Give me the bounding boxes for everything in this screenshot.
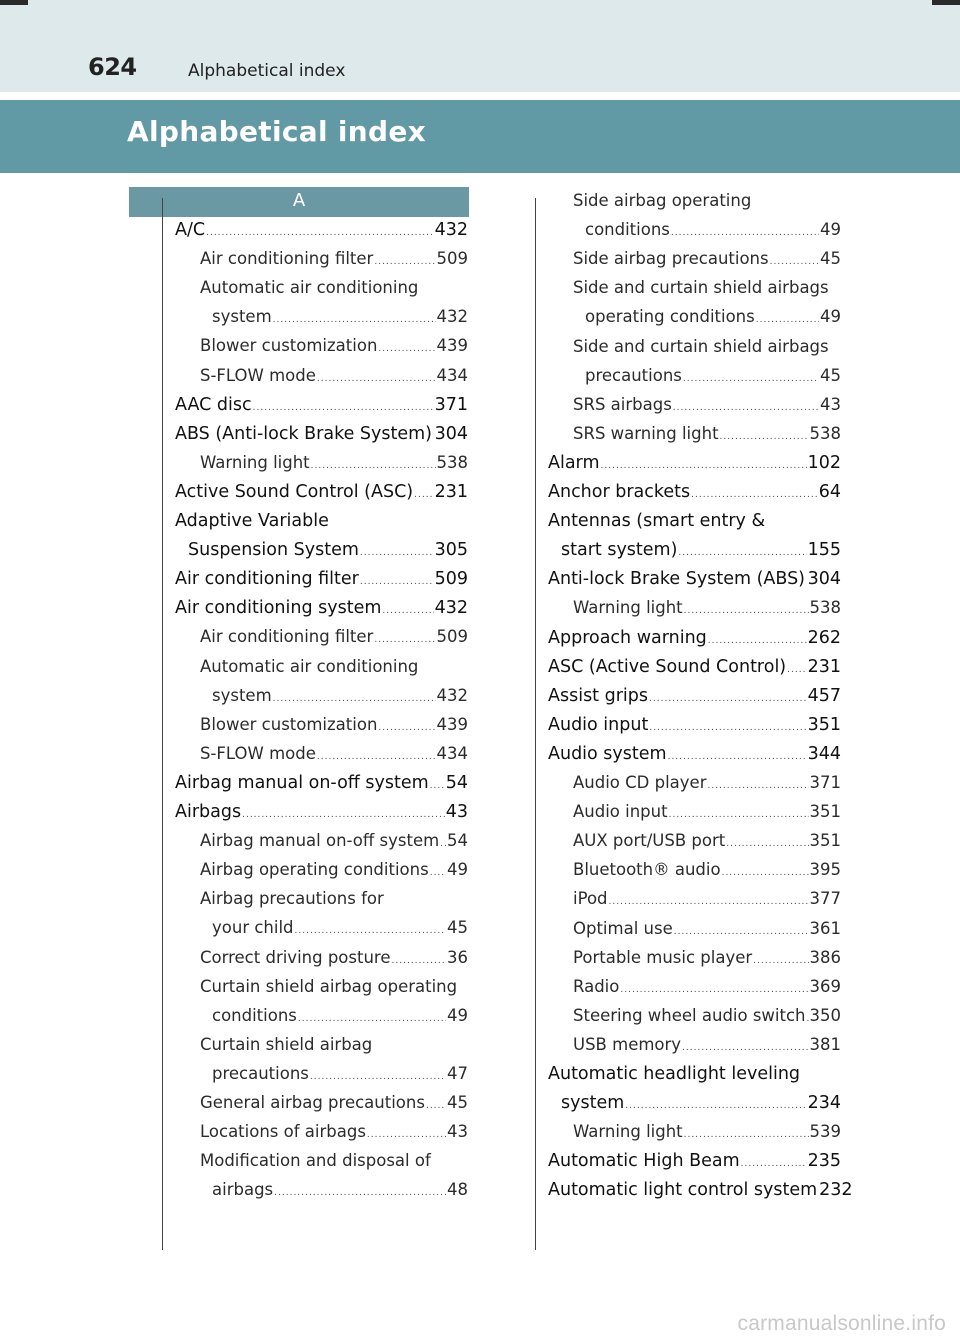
index-entry [200,831,468,860]
index-entry [200,744,468,773]
index-entry-term: your child [212,918,294,938]
index-entry-term: system [212,307,272,327]
index-entry [175,482,468,511]
index-entry [200,278,468,307]
index-entry-term: USB memory [573,1034,682,1054]
page-number: 624 [88,53,137,81]
dot-leader [806,577,807,587]
index-entry-page: 434 [436,365,468,385]
index-entry-page: 102 [807,452,841,473]
index-entry-page: 43 [447,1122,468,1142]
index-entry [573,773,841,802]
index-entry-term: AAC disc [175,394,252,415]
dot-leader [382,606,433,616]
index-entry-page: 371 [809,773,841,792]
dot-leader [684,606,809,616]
index-entry-term: Modification and disposal of [200,1151,431,1171]
index-entry [175,598,468,627]
index-entry-page: 509 [434,569,468,590]
index-entry [585,220,841,249]
index-entry-page: 43 [820,394,841,414]
dot-leader [708,636,807,646]
index-entry [573,424,841,453]
index-entry [573,860,841,889]
dot-leader [274,1188,446,1198]
index-entry-page: 49 [820,307,841,327]
running-head: Alphabetical index [188,61,346,81]
index-entry-term: Airbag operating conditions [200,860,429,880]
index-entry-term: Airbags [175,802,242,822]
index-entry-term: Warning light [573,1122,683,1142]
index-entry-term: S-FLOW mode [200,743,316,763]
dot-leader [242,810,445,820]
index-entry-page: 49 [447,1005,468,1025]
index-entry-term: Approach warning [548,627,707,648]
index-entry-term: operating conditions [585,307,755,327]
index-entry-page: 45 [820,249,841,269]
index-entry-page: 262 [807,627,841,648]
index-entry [573,1006,841,1035]
index-entry-page: 395 [809,860,841,880]
index-entry-page: 45 [447,1093,468,1112]
index-entry-term: Optimal use [573,918,673,938]
index-entry [573,1035,841,1064]
index-entry [212,307,468,336]
index-entry-page: 539 [809,1122,841,1142]
dot-leader [807,1014,809,1024]
index-entry-term: Automatic air conditioning [200,278,419,298]
index-entry-term: Automatic light control system [548,1180,818,1201]
index-entry-page: 47 [447,1063,468,1083]
index-entry [175,511,468,540]
index-entry-term: Side airbag operating [573,191,752,210]
dot-leader [720,432,809,442]
index-entry-page: 439 [436,714,468,734]
index-entry-page: 439 [436,336,468,356]
index-entry [548,628,841,657]
index-entry [212,1006,468,1035]
dot-leader [673,403,819,413]
column-rule-left [162,198,163,1250]
index-entry [573,395,841,424]
dot-leader [298,1014,446,1024]
index-entry [573,191,841,220]
index-entry-term: Locations of airbags [200,1122,366,1142]
index-entry-term: Portable music player [573,947,753,967]
index-entry [548,715,841,744]
index-entry-term: precautions [212,1063,309,1083]
dot-leader [295,926,446,936]
index-entry [548,744,841,773]
index-entry-page: 509 [436,249,468,269]
index-entry [175,802,468,831]
index-entry [573,831,841,860]
index-entry-term: start system) [561,540,678,561]
index-entry-term: Curtain shield airbag operating [200,976,458,996]
index-entry-term: system [212,685,272,705]
watermark: carmanualsonline.info [737,1312,946,1335]
index-entry-term: iPod [573,889,608,909]
index-entry-term: SRS airbags [573,394,672,414]
index-entry-term: Blower customization [200,336,378,356]
dot-leader [430,868,446,878]
index-entry-page: 538 [809,598,841,618]
index-entry-term: Air conditioning filter [200,249,374,269]
column-rule-right [535,198,536,1250]
index-entry-page: 381 [809,1034,841,1054]
index-entry-term: Air conditioning system [175,598,382,619]
index-entry-page: 538 [809,423,841,443]
index-entry-page: 344 [807,743,841,764]
index-entry-page: 351 [809,831,841,851]
dot-leader [609,897,809,907]
dot-leader [310,1072,446,1082]
index-entry-term: Side and curtain shield airbags [573,278,829,298]
index-entry-term: Steering wheel audio switch [573,1005,806,1025]
index-entry [200,366,468,395]
index-entry [212,918,468,947]
index-entry-page: 54 [447,831,468,851]
index-entry [212,1180,468,1209]
index-entry [175,569,468,598]
index-entry-term: General airbag precautions [200,1093,425,1112]
dot-leader [374,257,435,267]
dot-leader [601,461,807,471]
dot-leader [649,694,807,704]
dot-leader [311,461,436,471]
dot-leader [691,490,818,500]
index-entry-term: Active Sound Control (ASC) [175,481,414,502]
index-entry-term: Airbag manual on-off system [175,772,429,793]
index-entry [585,307,841,336]
dot-leader [273,315,436,325]
index-entry [200,627,468,656]
index-entry-page: 432 [436,307,468,327]
dot-leader [426,1101,446,1111]
index-entry [200,860,468,889]
index-entry [573,337,841,366]
index-entry [573,1122,841,1151]
index-entry-page: 45 [820,365,841,385]
index-entry-term: Airbag precautions for [200,889,384,909]
index-entry [573,889,841,918]
index-entry [200,1151,468,1180]
dot-leader [392,956,447,966]
index-entry [561,540,841,569]
index-entry-term: conditions [212,1005,297,1025]
index-entry [200,453,468,482]
dot-leader [430,781,445,791]
index-entry [188,540,468,569]
index-entry-page: 155 [807,540,841,561]
index-entry-page: 36 [447,947,468,967]
index-entry-page: 351 [809,802,841,822]
index-entry-term: Air conditioning filter [175,569,359,590]
index-entry-term: Airbag manual on-off system [200,831,440,851]
dot-leader [684,1130,809,1140]
index-entry [212,1064,468,1093]
index-entry-term: Alarm [548,452,600,473]
index-entry-term: system [561,1093,625,1114]
dot-leader [741,1159,807,1169]
index-entry-term: Radio [573,976,620,996]
index-entry-page: 432 [436,685,468,705]
index-entry-page: 350 [809,1005,841,1025]
dot-leader [668,752,807,762]
index-entry [548,657,841,686]
index-entry-page: 369 [809,976,841,996]
dot-leader [671,228,819,238]
index-entry [200,889,468,918]
index-entry-page: 361 [809,918,841,938]
index-entry [548,686,841,715]
index-entry [200,336,468,365]
index-entry-term: Automatic headlight leveling [548,1064,801,1084]
index-entry-term: Adaptive Variable [175,511,329,531]
index-entry-page: 235 [807,1151,841,1172]
dot-leader [625,1101,806,1111]
index-entry-term: conditions [585,220,670,240]
dot-leader [360,548,434,558]
dot-leader [674,927,809,937]
index-entry [175,220,468,249]
dot-leader [414,490,433,500]
dot-leader [367,1130,446,1140]
index-entry [200,715,468,744]
index-entry-page: 304 [807,569,841,590]
dot-leader [317,374,436,384]
dot-leader [374,635,435,645]
index-entry-term: ASC (Active Sound Control) [548,656,787,677]
index-entry-term: Automatic High Beam [548,1151,740,1172]
index-entry [561,1093,841,1122]
dot-leader [440,839,446,849]
index-entry-term: Automatic air conditioning [200,656,419,676]
dot-leader [273,694,436,704]
index-entry [548,511,841,540]
index-entry [200,977,468,1006]
index-entry [212,686,468,715]
index-entry [200,1122,468,1151]
dot-leader [682,1043,808,1053]
index-entry-page: 64 [818,482,841,502]
index-entry-term: Blower customization [200,714,378,734]
index-entry-term: Warning light [573,598,683,618]
index-entry-term: Audio input [548,714,649,735]
index-entry-term: Air conditioning filter [200,627,374,647]
crop-mark-left [0,0,28,5]
dot-leader [360,577,434,587]
index-entry-page: 371 [434,394,468,415]
dot-leader [378,723,435,733]
dot-leader [253,403,434,413]
index-entry-page: 234 [807,1093,841,1114]
index-entry-term: Anchor brackets [548,482,691,502]
index-entry-page: 538 [436,452,468,472]
index-entry-page: 232 [819,1180,853,1201]
section-letter-header: A [129,187,469,217]
index-entry [548,1151,841,1180]
dot-leader [669,810,809,820]
index-entry-term: Assist grips [548,685,649,706]
dot-leader [433,432,434,442]
index-entry [175,424,468,453]
dot-leader [620,985,808,995]
dot-leader [707,781,808,791]
index-entry [585,366,841,395]
running-header-band [0,0,960,92]
index-entry [200,1093,468,1122]
index-entry-term: airbags [212,1180,274,1200]
index-entry-page: 432 [434,220,468,240]
index-entry-term: Curtain shield airbag [200,1034,373,1054]
index-entry-page: 231 [434,481,468,502]
index-entry-term: Audio input [573,802,668,822]
index-entry [548,482,841,511]
index-entry-page: 377 [809,889,841,909]
crop-mark-right [932,0,960,5]
index-entry-term: Antennas (smart entry & [548,511,766,532]
index-entry [200,1035,468,1064]
index-entry-term: S-FLOW mode [200,365,316,385]
index-entry-page: 509 [436,627,468,647]
index-entry-page: 304 [434,423,468,444]
dot-leader [722,868,809,878]
index-entry-page: 432 [434,598,468,619]
dot-leader [206,228,434,238]
index-entry-page: 43 [445,802,468,822]
index-entry [548,453,841,482]
index-entry-term: Correct driving posture [200,947,391,967]
index-entry-page: 351 [807,714,841,735]
index-entry-term: Anti-lock Brake System (ABS) [548,569,806,590]
index-entry-page: 434 [436,743,468,763]
index-entry [573,249,841,278]
index-entry-page: 49 [820,220,841,240]
index-entry [573,802,841,831]
index-entry [200,948,468,977]
index-entry-term: precautions [585,365,682,385]
index-entry [175,773,468,802]
index-entry-term: Side and curtain shield airbags [573,336,829,356]
index-entry [573,278,841,307]
dot-leader [678,548,806,558]
index-entry-term: Bluetooth® audio [573,860,721,880]
index-entry-page: 231 [807,656,841,677]
dot-leader [756,315,819,325]
index-entry [548,1180,853,1209]
index-entry [573,948,841,977]
index-entry-term: SRS warning light [573,423,719,443]
index-entry-page: 305 [434,540,468,561]
dot-leader [753,956,808,966]
index-entry-term: AUX port/USB port [573,831,726,851]
index-entry [573,919,841,948]
index-entry [548,1064,841,1093]
index-entry-term: Suspension System [188,540,359,561]
index-entry [200,657,468,686]
index-entry-page: 457 [807,685,841,706]
index-entry-page: 49 [447,860,468,880]
index-entry-term: Audio system [548,743,667,764]
index-entry-page: 386 [809,947,841,967]
index-entry-term: Audio CD player [573,773,707,792]
index-entry-term: A/C [175,220,206,240]
index-entry-term: Warning light [200,452,310,472]
index-entry [548,569,841,598]
index-entry-term: ABS (Anti-lock Brake System) [175,423,433,444]
index-entry [175,395,468,424]
index-entry-page: 45 [447,918,468,938]
index-entry [573,598,841,627]
dot-leader [317,752,436,762]
index-entry-page: 48 [447,1180,468,1200]
dot-leader [649,723,806,733]
dot-leader [770,257,819,267]
index-entry [200,249,468,278]
index-entry-term: Side airbag precautions [573,249,769,269]
dot-leader [726,839,808,849]
dot-leader [787,665,806,675]
page-title: Alphabetical index [127,115,427,148]
dot-leader [683,374,819,384]
index-entry-page: 54 [445,772,468,793]
index-entry [573,977,841,1006]
dot-leader [378,344,435,354]
